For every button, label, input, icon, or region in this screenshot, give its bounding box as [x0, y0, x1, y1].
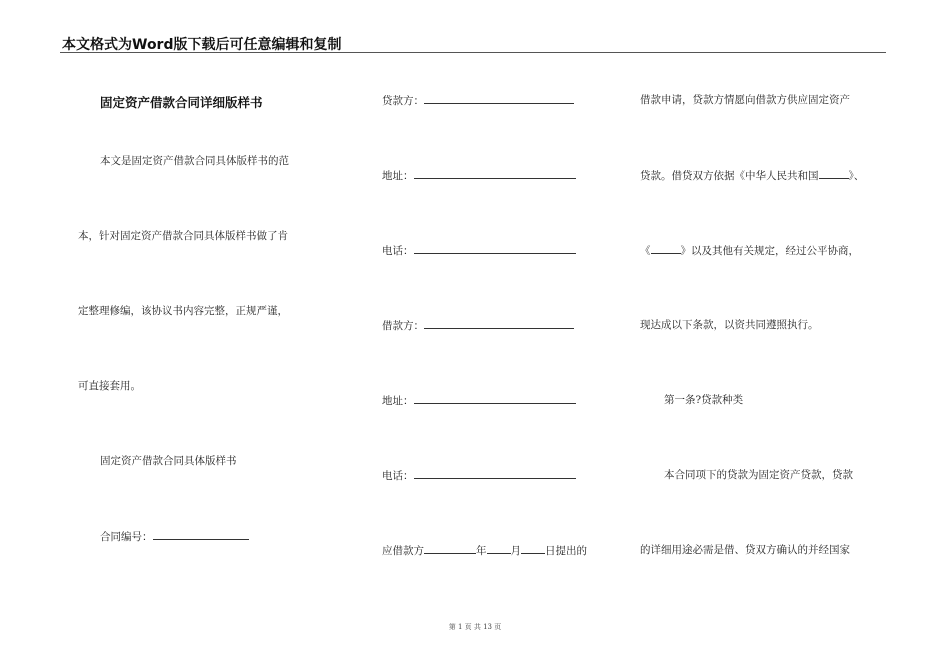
intro-line-3: 定整理修编，该协议书内容完整，正规严谨，: [78, 305, 288, 317]
body-line-4: 现达成以下条款，以资共同遵照执行。: [640, 319, 819, 331]
day-blank: [521, 543, 545, 554]
body-line-2: [640, 168, 864, 183]
borrower-address-row: [382, 393, 576, 408]
body-line-1: 借款申请，贷款方情愿向借款方供应固定资产: [640, 94, 850, 106]
body-line-2-b: 》、: [848, 170, 865, 182]
lender-label: 贷款方：: [382, 95, 424, 107]
borrower-phone-row: [382, 468, 576, 483]
application-date-row: [382, 543, 587, 558]
contract-number-label: 合同编号：: [100, 531, 153, 543]
apply-prefix: 应借款方: [382, 545, 424, 557]
intro-line-1: 本文是固定资产借款合同具体版样书的范: [100, 155, 289, 167]
borrower-blank: [424, 318, 574, 329]
body-line-3-b: 》以及其他有关规定，经过公平协商，: [680, 245, 859, 257]
body-line-2-a: 贷款。借贷双方依据《中华人民共和国: [640, 170, 819, 182]
body-line-3: [640, 243, 859, 258]
intro-line-2: 本，针对固定资产借款合同具体版样书做了肯: [78, 230, 288, 242]
document-title: 固定资产借款合同详细版样书: [100, 95, 263, 110]
year-blank: [424, 543, 476, 554]
lender-address-blank: [414, 168, 576, 179]
lender-phone-label: 电话：: [382, 245, 414, 257]
law-name-blank-2: [651, 243, 681, 254]
lender-blank: [424, 93, 574, 104]
contract-number-row: [100, 529, 249, 544]
law-name-blank-1: [819, 168, 849, 179]
intro-line-4: 可直接套用。: [78, 380, 141, 392]
header-title: 本文格式为Word版下载后可任意编辑和复制: [62, 37, 342, 53]
body-line-5: 本合同项下的贷款为固定资产贷款，贷款: [664, 469, 853, 481]
borrower-row: [382, 318, 574, 333]
lender-phone-blank: [414, 243, 576, 254]
contract-number-blank: [153, 529, 249, 540]
lender-address-label: 地址：: [382, 170, 414, 182]
year-label: 年: [476, 545, 487, 557]
borrower-phone-label: 电话：: [382, 470, 414, 482]
page-number: 第 1 页 共 13 页: [448, 623, 502, 631]
lender-row: [382, 93, 574, 108]
day-suffix: 日提出的: [545, 545, 587, 557]
borrower-phone-blank: [414, 468, 576, 479]
borrower-address-blank: [414, 393, 576, 404]
article-1-heading: 第一条?贷款种类: [664, 394, 744, 406]
body-line-6: 的详细用途必需是借、贷双方确认的并经国家: [640, 544, 850, 556]
month-blank: [487, 543, 511, 554]
month-label: 月: [510, 545, 521, 557]
borrower-label: 借款方：: [382, 320, 424, 332]
lender-address-row: [382, 168, 576, 183]
lender-phone-row: [382, 243, 576, 258]
body-line-3-a: 《: [640, 245, 651, 257]
header-divider: [60, 52, 886, 53]
borrower-address-label: 地址：: [382, 395, 414, 407]
contract-subtitle: 固定资产借款合同具体版样书: [100, 455, 237, 467]
